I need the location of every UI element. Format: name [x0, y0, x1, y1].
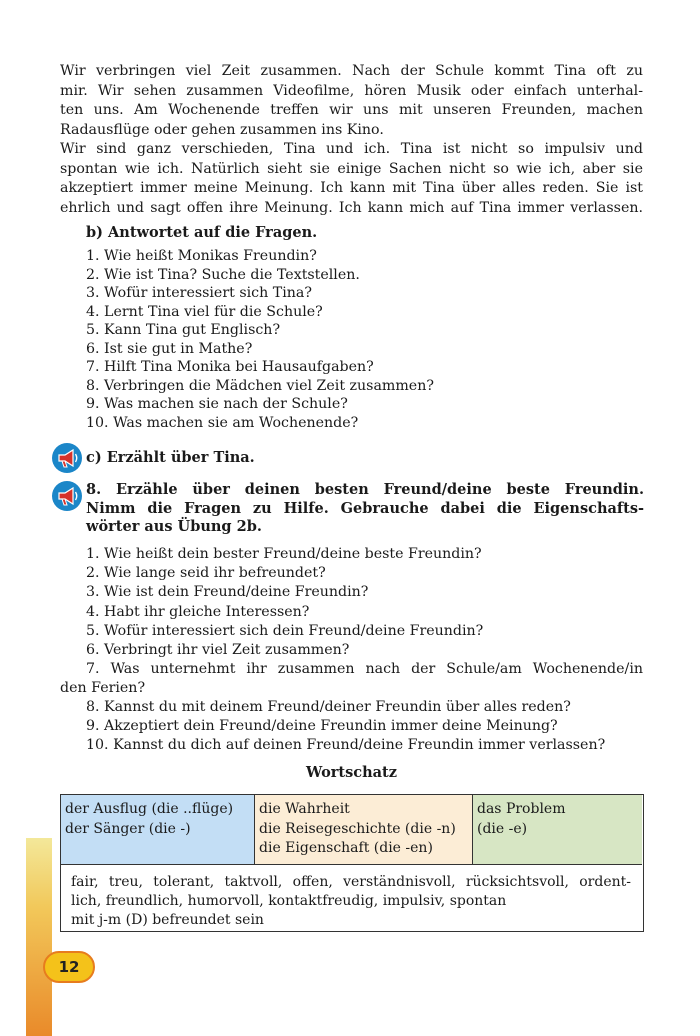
- vocab-adjectives: [71, 873, 631, 930]
- task-b-heading: b) Antwortet auf die Fragen.: [86, 224, 318, 241]
- list-item: 9. Akzeptiert dein Freund/deine Freundin immer deine Meinung?: [86, 718, 558, 735]
- list-item: 2. Wie lange seid ihr befreundet?: [86, 565, 326, 582]
- exercise-8-questions-continued: [86, 698, 605, 756]
- list-item: 5. Wofür interessiert sich dein Freund/deine Freundin?: [86, 622, 484, 639]
- text-line: akzeptiert immer meine Meinung. Ich kann mit Tina über alles reden. Sie ist: [60, 180, 643, 196]
- exercise-line: 8. Erzähle über deinen besten Freund/deine beste Freundin.: [86, 481, 644, 498]
- vocab-word: der Sänger (die -): [65, 820, 191, 837]
- exercise-line: wörter aus Übung 2b.: [86, 518, 262, 535]
- task-b-questions: [86, 247, 434, 432]
- exercise-8-instruction: [86, 481, 644, 537]
- vocab-word: das Problem: [477, 801, 566, 817]
- list-item: 3. Wie ist dein Freund/deine Freundin?: [86, 584, 369, 601]
- vocabulary-table: [60, 794, 644, 932]
- list-item: 1. Wie heißt Monikas Freundin?: [86, 248, 317, 264]
- megaphone-icon: [52, 443, 82, 473]
- task-c-heading: c) Erzählt über Tina.: [86, 449, 255, 466]
- question-7-line: 7. Was unternehmt ihr zusammen nach der Schule/am Wochenende/in: [86, 661, 643, 677]
- vocab-word: die Wahrheit: [259, 801, 350, 817]
- list-item: 4. Lernt Tina viel für die Schule?: [86, 303, 323, 320]
- vocab-word: die Eigenschaft (die -en): [259, 840, 433, 856]
- list-item: 7. Hilft Tina Monika bei Hausaufgaben?: [86, 359, 374, 375]
- text-line: ten uns. Am Wochenende treffen wir uns mit unseren Freunden, machen: [60, 102, 643, 118]
- vocab-line: lich, freundlich, humorvoll, kontaktfreudig, impulsiv, spontan: [71, 893, 507, 909]
- list-item: 3. Wofür interessiert sich Tina?: [86, 285, 312, 301]
- list-item: 5. Kann Tina gut Englisch?: [86, 322, 281, 338]
- list-item: 8. Verbringen die Mädchen viel Zeit zusammen?: [86, 377, 434, 394]
- list-item: [60, 660, 643, 698]
- list-item: 4. Habt ihr gleiche Interessen?: [86, 603, 310, 620]
- page-number: 12: [43, 951, 95, 983]
- vocab-line: mit j-m (D) befreundet sein: [71, 912, 264, 928]
- vocab-line: fair, treu, tolerant, taktvoll, offen, verständnisvoll, rücksichtsvoll, ordent-: [71, 874, 631, 890]
- exercise-8-questions: [86, 545, 483, 660]
- question-7-line: den Ferien?: [60, 680, 146, 697]
- text-line: Wir verbringen viel Zeit zusammen. Nach der Schule kommt Tina oft zu: [60, 63, 643, 79]
- vocab-cell-nouns-die: [255, 795, 473, 865]
- list-item: 10. Kannst du dich auf deinen Freund/deine Freundin immer verlassen?: [86, 737, 606, 754]
- exercise-line: Nimm die Fragen zu Hilfe. Gebrauche dabei die Eigenschafts-: [86, 499, 644, 517]
- reading-text: [60, 62, 643, 218]
- vocab-cell-nouns-das: [473, 795, 642, 865]
- list-item: 6. Ist sie gut in Mathe?: [86, 340, 253, 357]
- wortschatz-title: Wortschatz: [306, 764, 397, 781]
- vocab-word: (die -e): [477, 820, 528, 837]
- vocab-word: der Ausflug (die ..flüge): [65, 801, 234, 817]
- list-item: 10. Was machen sie am Wochenende?: [86, 414, 359, 431]
- text-line: ehrlich und sagt offen ihre Meinung. Ich kann mich auf Tina immer verlassen.: [60, 199, 643, 216]
- list-item: 2. Wie ist Tina? Suche die Textstellen.: [86, 266, 360, 283]
- list-item: 6. Verbringt ihr viel Zeit zusammen?: [86, 642, 350, 659]
- megaphone-icon: [52, 481, 82, 511]
- vocab-word: die Reisegeschichte (die -n): [259, 820, 456, 837]
- text-line: mir. Wir sehen zusammen Videofilme, hören Musik oder einfach unterhal-: [60, 82, 643, 99]
- text-line: Radausflüge oder gehen zusammen ins Kino.: [60, 121, 384, 138]
- list-item: 8. Kannst du mit deinem Freund/deiner Freundin über alles reden?: [86, 699, 571, 715]
- list-item: 1. Wie heißt dein bester Freund/deine beste Freundin?: [86, 546, 482, 562]
- text-line: spontan wie ich. Natürlich sieht sie einige Sachen nicht so wie ich, aber sie: [60, 160, 643, 177]
- decorative-side-bar: [26, 838, 52, 1036]
- list-item: 9. Was machen sie nach der Schule?: [86, 396, 348, 412]
- vocab-cell-nouns-der: [61, 795, 255, 865]
- text-line: Wir sind ganz verschieden, Tina und ich. Tina ist nicht so impulsiv und: [60, 141, 643, 157]
